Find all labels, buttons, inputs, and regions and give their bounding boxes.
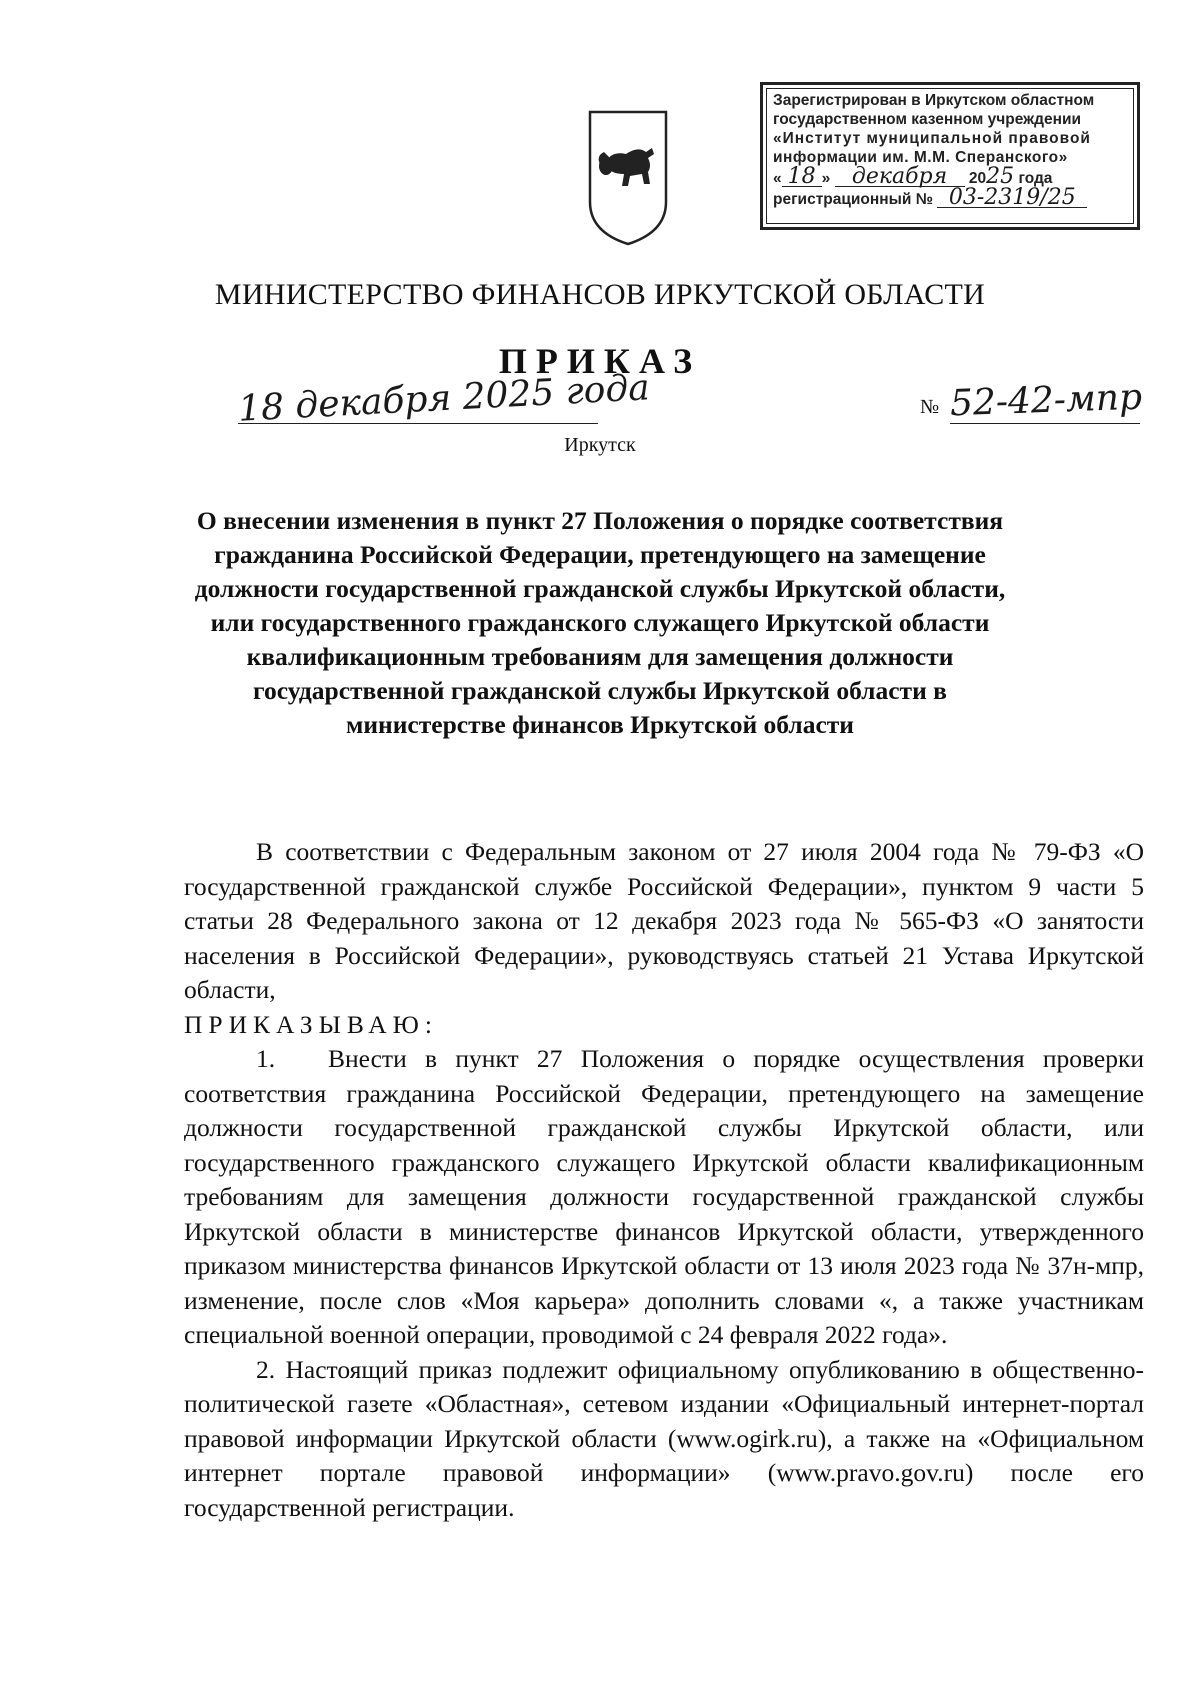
stamp-reg-line: регистрационный № 03-2319/25 [773,188,1127,209]
item-1-number: 1. [256,1044,276,1073]
title-line: министерстве финансов Иркутской области [345,710,855,739]
order-number-label: № [920,396,940,418]
decree-word: ПРИКАЗЫВАЮ: [184,1009,438,1039]
babr-icon [599,148,654,186]
order-heading: ПРИКАЗ [498,341,702,381]
item-2-paragraph: 2. Настоящий приказ подлежит официальному опубликованию в общественно-политической газете «Областная», сетевом издании «Официальный интернет-портал правовой информации Иркутской области (www.ogirk.ru), а также на «Официальном интернет портале правовой информации» (www.pravo.gov.ru) после его государственной регистрации. [184,1354,1144,1522]
stamp-day: 18 [782,167,822,187]
order-body [184,835,1144,1525]
ministry-name: МИНИСТЕРСТВО ФИНАНСОВ ИРКУТСКОЙ ОБЛАСТИ [214,278,986,311]
order-date-underline [238,423,598,424]
stamp-date-line: « 18 » декабря 2025 года [773,164,1053,189]
order-title [150,504,1050,742]
title-line: государственной гражданской службы Иркутской области в [253,676,947,705]
title-line: должности государственной гражданской службы Иркутской области, [194,574,1006,603]
order-number-underline [950,423,1140,424]
registration-stamp [760,82,1140,230]
stamp-line-2: государственном казенном учреждении [773,111,1082,128]
coat-of-arms-emblem [586,106,670,248]
item-1-text: Внести в пункт 27 Положения о порядке осуществления проверки соответствия гражданина Российской Федерации, претендующего на замещение должности государственной гражданской службы Иркутской области, или государственного гражданского служащего Иркутской области квалификационным требованиям для замещения должности государственной гражданской службы Иркутской области в министерстве финансов Иркутской области, утвержденного приказом министерства финансов Иркутской области от 13 июля 2023 года № 37н-мпр, изменение, после слов «Моя карьера» дополнить словами «, а также участникам специальной военной операции, проводимой с 24 февраля 2022 года». [184,1044,1144,1349]
stamp-month: декабря [835,167,965,187]
preamble-paragraph: В соответствии с Федеральным законом от 27 июля 2004 года № 79-ФЗ «О государственной гражданской службе Российской Федерации», пунктом 9 части 5 статьи 28 Федерального закона от 12 декабря 2023 года № 565-ФЗ «О занятости населения в Российской Федерации», руководствуясь статьей 21 Устава Иркутской области, [184,837,1144,1004]
order-number: 52-42-мпр [949,376,1143,425]
title-line: квалификационным требованиям для замещения должности [246,642,954,671]
stamp-line-3: «Институт муниципальной правовой [773,130,1091,147]
stamp-line-4: информации им. М.М. Сперанского» [773,149,1068,166]
title-line: О внесении изменения в пункт 27 Положения о порядке соответствия [196,506,1004,535]
stamp-line-1: Зарегистрирован в Иркутском областном [773,92,1095,109]
stamp-year: 25 [986,164,1015,189]
title-line: гражданина Российской Федерации, претендующего на замещение [214,540,986,569]
stamp-reg-number: 03-2319/25 [937,188,1087,208]
item-1-paragraph [184,1042,1144,1353]
city-name: Иркутск [564,434,636,456]
order-date: 18 декабря 2025 года [237,367,651,430]
title-line: или государственного гражданского служащего Иркутской области [210,608,990,637]
